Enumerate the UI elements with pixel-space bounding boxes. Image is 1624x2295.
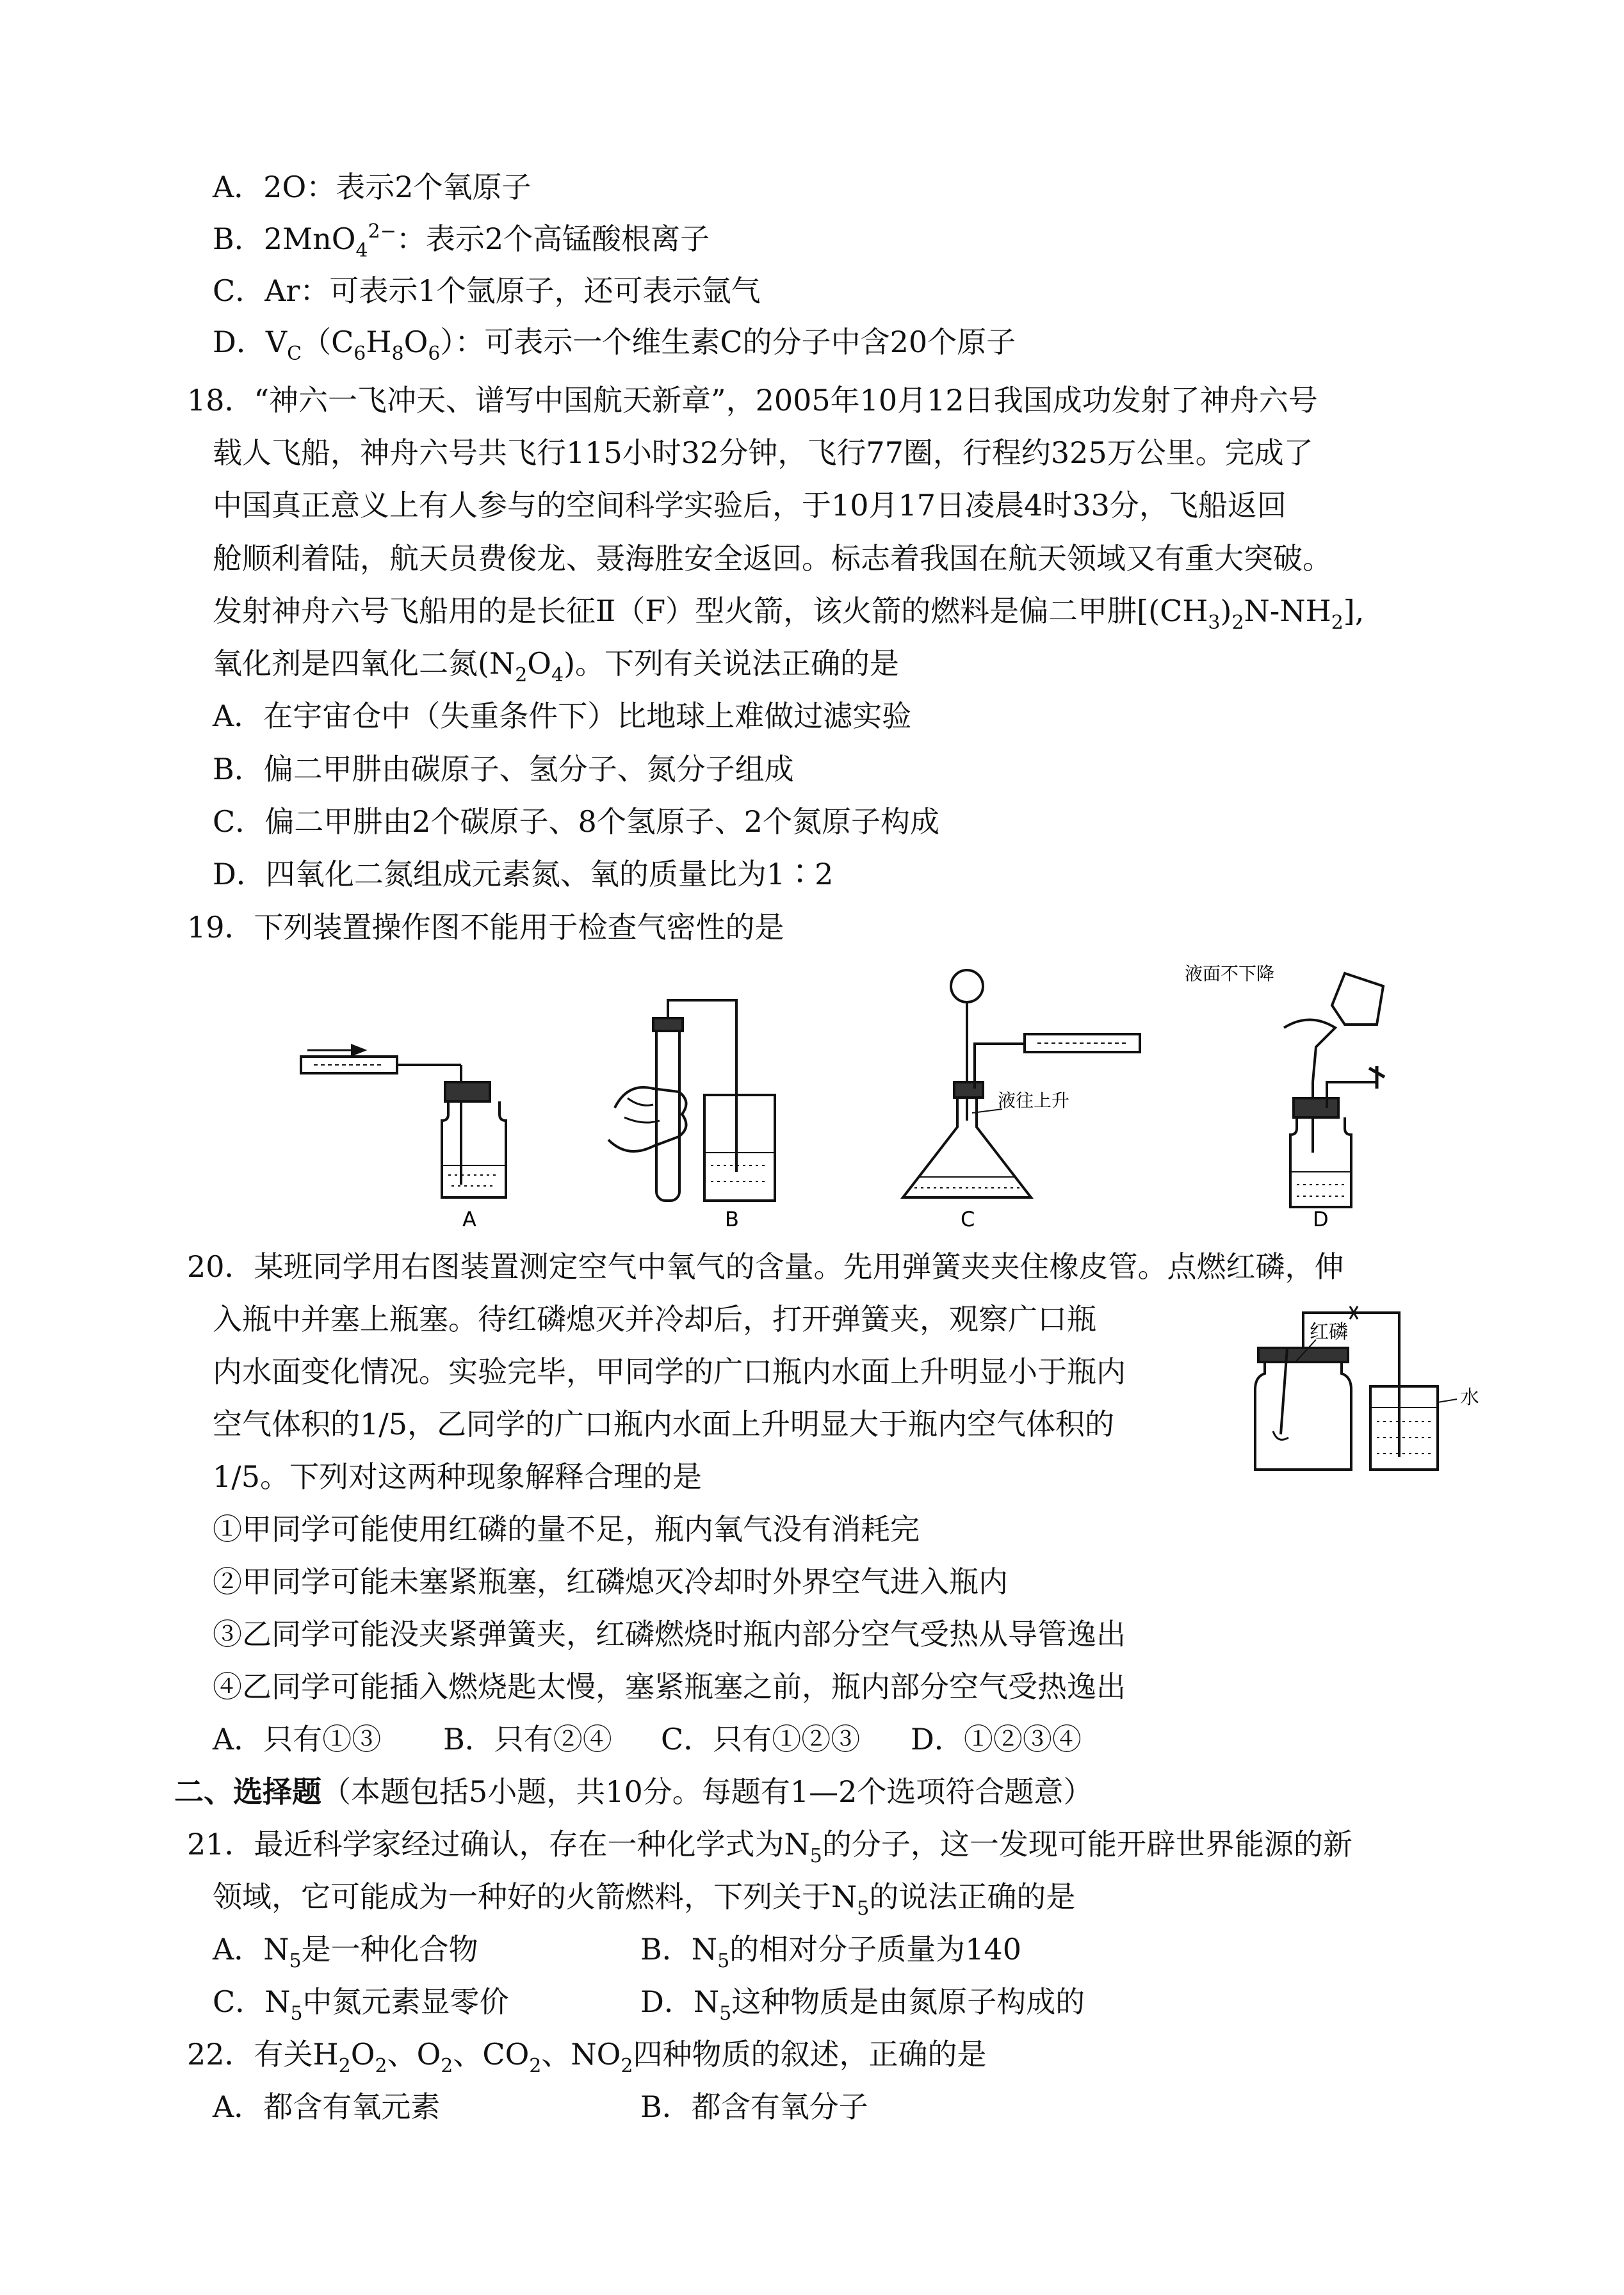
apparatus-d <box>1284 973 1384 1207</box>
q21-option-d <box>640 1983 1085 2025</box>
q17-d-sub2: 6 <box>353 343 366 365</box>
q18-line-2: 载人飞船，神舟六号共飞行115小时32分钟，飞行77圈，行程约325万公里。完成了 <box>213 435 1313 470</box>
q21-a-post: 是一种化合物 <box>301 1932 478 1967</box>
q21-d-post: 这种物质是由氮原子构成的 <box>731 1984 1085 2019</box>
q18-line-3: 中国真正意义上有人参与的空间科学实验后，于10月17日凌晨4时33分，飞船返回 <box>213 488 1287 523</box>
q17-d-sub3: 8 <box>391 343 404 365</box>
q18-l6-sub2: 4 <box>551 664 564 686</box>
q17-option-c-text: C．Ar：可表示1个氩原子，还可表示氩气 <box>213 273 761 308</box>
apparatus-b <box>608 1000 775 1201</box>
q17-d-mid3: O <box>403 325 428 359</box>
q20-options <box>213 1720 1082 1758</box>
q22-stem <box>187 2035 987 2077</box>
q20-line-4: 空气体积的1/5，乙同学的广口瓶内水面上升明显大于瓶内空气体积的 <box>213 1407 1115 1441</box>
q17-d-pre: D．V <box>213 325 288 359</box>
q18-line-5 <box>213 592 1365 634</box>
q17-option-a-text: A．2O：表示2个氧原子 <box>213 170 532 204</box>
q18-l5-sub3: 2 <box>1331 612 1344 634</box>
q17-d-mid2: H <box>366 325 392 359</box>
q18-l6-post: )。下列有关说法正确的是 <box>564 646 900 681</box>
q21-d-pre: D．N <box>640 1984 720 2019</box>
q21-d-sub: 5 <box>719 2002 732 2025</box>
q18-l5-post: ], <box>1343 594 1365 628</box>
apparatus-a <box>301 1046 506 1197</box>
apparatus-a-label: A <box>462 1207 476 1229</box>
q21-line-1 <box>187 1825 1352 1867</box>
q17-b-post: ：表示2个高锰酸根离子 <box>396 222 710 256</box>
q18-l6-sub1: 2 <box>515 664 528 686</box>
q18-l6-mid: O <box>527 646 552 681</box>
q21-options-row-2 <box>213 1983 1085 2025</box>
section-2-instructions: （本题包括5小题，共10分。每题有1—2个选项符合题意） <box>321 1774 1093 1809</box>
q17-d-sub1: C <box>287 343 302 365</box>
q22-options <box>213 2088 868 2126</box>
q21-l2-pre: 领域，它可能成为一种好的火箭燃料，下列关于N <box>213 1879 857 1914</box>
apparatus-c-label: C <box>961 1207 975 1229</box>
q22-s3: 2 <box>441 2055 453 2077</box>
section-2-header <box>174 1772 1092 1811</box>
apparatus-c <box>903 970 1140 1197</box>
q17-b-pre: B．2MnO <box>213 222 356 256</box>
q20-line-1: 20．某班同学用右图装置测定空气中氧气的含量。先用弹簧夹夹住橡皮管。点燃红磷，伸 <box>187 1249 1344 1284</box>
q21-a-pre: A．N <box>213 1932 289 1967</box>
q19-apparatus-figure <box>295 961 1550 1229</box>
q22-option-a: A．都含有氧元素 <box>213 2089 441 2124</box>
q22-p5: 、NO <box>541 2037 621 2072</box>
q20-statement-4: ④乙同学可能插入燃烧匙太慢，塞紧瓶塞之前，瓶内部分空气受热逸出 <box>213 1669 1126 1704</box>
q20-option-d: D．①②③④ <box>911 1722 1082 1756</box>
q18-line-4: 舱顺利着陆，航天员费俊龙、聂海胜安全返回。标志着我国在航天领域又有重大突破。 <box>213 541 1332 576</box>
q22-p1: 22．有关H <box>187 2037 339 2072</box>
q21-options-row-1 <box>213 1930 1021 1972</box>
q17-option-a <box>213 168 531 206</box>
apparatus-b-label: B <box>725 1207 739 1229</box>
apparatus-c-note: 液往上升 <box>998 1090 1070 1111</box>
q18-l6-pre: 氧化剂是四氧化二氮(N <box>213 646 516 681</box>
q17-option-b <box>213 220 710 262</box>
q18-l5-mid2: N-NH <box>1244 594 1331 628</box>
q21-option-b <box>640 1930 1021 1973</box>
q17-b-sub: 4 <box>355 239 368 262</box>
q21-l2-sub: 5 <box>857 1897 870 1920</box>
q20-statement-3: ③乙同学可能没夹紧弹簧夹，红磷燃烧时瓶内部分空气受热从导管逸出 <box>213 1617 1126 1651</box>
q21-b-pre: B．N <box>640 1932 718 1967</box>
q17-option-c <box>213 272 761 310</box>
q17-d-sub4: 6 <box>428 343 441 365</box>
q21-l1-sub: 5 <box>809 1845 822 1867</box>
q20-option-a: A．只有①③ <box>213 1722 382 1756</box>
q20-apparatus-figure <box>1242 1287 1511 1479</box>
q21-c-post: 中氮元素显零价 <box>302 1984 509 2019</box>
q21-b-sub: 5 <box>717 1950 730 1972</box>
q22-s5: 2 <box>621 2055 633 2077</box>
q21-l2-post: 的说法正确的是 <box>869 1879 1076 1914</box>
q22-p3: 、O <box>387 2037 441 2072</box>
q18-line-1: 18．“神六一飞冲天、谱写中国航天新章”，2005年10月12日我国成功发射了神舟六号 <box>187 383 1318 418</box>
q22-option-b: B．都含有氧分子 <box>640 2089 868 2124</box>
q21-l1-post: 的分子，这一发现可能开辟世界能源的新 <box>822 1827 1352 1861</box>
q22-p6: 四种物质的叙述，正确的是 <box>633 2037 987 2072</box>
q21-a-sub: 5 <box>289 1950 302 1972</box>
q18-option-d: D．四氧化二氮组成元素氮、氧的质量比为1∶2 <box>213 857 834 891</box>
q20-option-b: B．只有②④ <box>443 1722 612 1756</box>
q18-l5-sub2: 2 <box>1231 612 1244 634</box>
q21-l1-pre: 21．最近科学家经过确认，存在一种化学式为N <box>187 1827 810 1861</box>
q18-l5-mid: ) <box>1220 594 1232 628</box>
q21-option-c <box>213 1983 640 2025</box>
q21-c-sub: 5 <box>290 2002 303 2025</box>
q21-line-2 <box>213 1877 1076 1920</box>
q22-s4: 2 <box>529 2055 542 2077</box>
q17-option-d <box>213 323 1016 365</box>
q17-d-mid1: （C <box>302 325 354 359</box>
apparatus-d-label: D <box>1313 1207 1329 1229</box>
q20-statement-1: ①甲同学可能使用红磷的量不足，瓶内氧气没有消耗完 <box>213 1512 920 1546</box>
section-2-title: 二、选择题 <box>174 1774 321 1809</box>
q20-line-5: 1/5。下列对这两种现象解释合理的是 <box>213 1459 702 1494</box>
q20-fig-water-label: 水 <box>1460 1386 1479 1409</box>
q21-option-a <box>213 1930 640 1973</box>
q22-s2: 2 <box>375 2055 387 2077</box>
q18-line-6 <box>213 644 900 686</box>
q17-d-post: ）：可表示一个维生素C的分子中含20个原子 <box>440 325 1016 359</box>
q20-fig-red-phosphorus-label: 红磷 <box>1310 1321 1348 1343</box>
q18-option-a: A．在宇宙仓中（失重条件下）比地球上难做过滤实验 <box>213 699 912 733</box>
apparatus-d-note: 液面不下降 <box>1185 963 1275 984</box>
q22-p2: O <box>350 2037 375 2072</box>
q17-b-sup: 2− <box>368 220 396 243</box>
q22-p4: 、CO <box>453 2037 530 2072</box>
q20-line-2: 入瓶中并塞上瓶塞。待红磷熄灭并冷却后，打开弹簧夹，观察广口瓶 <box>213 1302 1096 1336</box>
q20-statement-2: ②甲同学可能未塞紧瓶塞，红磷熄灭冷却时外界空气进入瓶内 <box>213 1564 1008 1599</box>
q20-line-3: 内水面变化情况。实验完毕，甲同学的广口瓶内水面上升明显小于瓶内 <box>213 1354 1126 1389</box>
q18-option-c: C．偏二甲肼由2个碳原子、8个氢原子、2个氮原子构成 <box>213 804 939 839</box>
q18-option-b: B．偏二甲肼由碳原子、氢分子、氮分子组成 <box>213 752 794 786</box>
q18-l5-pre: 发射神舟六号飞船用的是长征Ⅱ（F）型火箭，该火箭的燃料是偏二甲肼[(CH <box>213 594 1208 628</box>
q21-c-pre: C．N <box>213 1984 291 2019</box>
q18-l5-sub1: 3 <box>1208 612 1221 634</box>
q19-stem: 19．下列装置操作图不能用于检查气密性的是 <box>187 910 784 945</box>
q21-b-post: 的相对分子质量为140 <box>729 1932 1021 1967</box>
q22-s1: 2 <box>338 2055 351 2077</box>
q20-option-c: C．只有①②③ <box>661 1722 861 1756</box>
